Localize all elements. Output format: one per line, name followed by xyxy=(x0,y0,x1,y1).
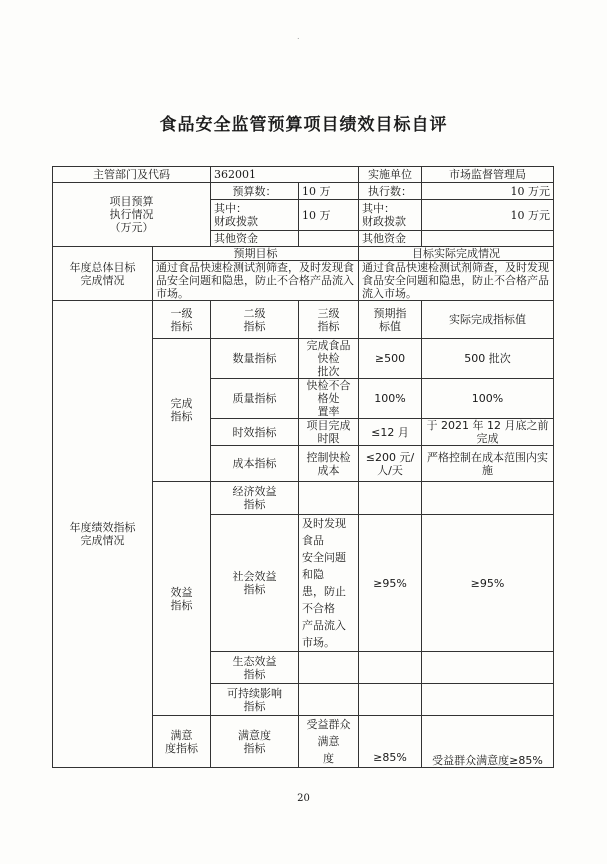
satisfaction-label-line2: 度指标 xyxy=(165,741,198,755)
exec-amount: 10 万元 xyxy=(422,183,554,200)
unit-name: 市场监督管理局 xyxy=(422,167,554,183)
sustainable-line1: 可持续影响 xyxy=(227,686,282,700)
performance-label-line1: 年度绩效指标 xyxy=(69,521,136,534)
completion-label xyxy=(153,339,211,482)
sustainable-l3 xyxy=(299,684,359,716)
budget-label xyxy=(53,183,211,247)
header-level3 xyxy=(299,301,359,339)
header-level2-line1: 二级 xyxy=(243,306,266,320)
ecological-l3 xyxy=(299,652,359,684)
header-level2-line2: 指标 xyxy=(243,319,266,333)
satisfaction-l3-line1: 受益群众满意 xyxy=(306,718,351,748)
quality-actual: 100% xyxy=(422,379,554,419)
ecological-expected xyxy=(359,652,422,684)
timeliness-l3: 项目完成时限 xyxy=(299,419,359,446)
cost-l3: 控制快检成本 xyxy=(299,446,359,482)
benefit-label-line2: 指标 xyxy=(170,598,193,612)
ecological-line1: 生态效益 xyxy=(232,654,277,668)
budget-amount-label: 预算数： xyxy=(211,183,299,200)
satisfaction-expected: ≥85% xyxy=(359,716,422,768)
economic-actual xyxy=(422,482,554,515)
timeliness-actual: 于 2021 年 12 月底之前完成 xyxy=(422,419,554,446)
quantity-indicator: 数量指标 xyxy=(211,339,299,379)
expected-goal-header: 预期目标 xyxy=(153,247,359,261)
cost-expected-line1: ≤200 元/ xyxy=(365,450,415,464)
social-expected: ≥95% xyxy=(359,515,422,652)
performance-label-line2: 完成情况 xyxy=(80,534,125,547)
header-expected-line1: 预期指 xyxy=(373,306,407,320)
sustainable-expected xyxy=(359,684,422,716)
other-funds-exec xyxy=(422,231,554,247)
quantity-expected: ≥500 xyxy=(359,339,422,379)
of-which-right: 其中： xyxy=(362,202,395,215)
actual-goal-header: 目标实际完成情况 xyxy=(359,247,554,261)
header-level1-line2: 指标 xyxy=(170,319,193,333)
quality-l3 xyxy=(299,379,359,419)
quantity-l3-line1: 完成食品快检 xyxy=(306,339,351,365)
exec-amount-label: 执行数： xyxy=(359,183,422,200)
benefit-label xyxy=(153,482,211,716)
header-expected xyxy=(359,301,422,339)
ecological-indicator xyxy=(211,652,299,684)
timeliness-expected: ≤12 月 xyxy=(359,419,422,446)
fiscal-label-right xyxy=(359,200,422,231)
unit-label: 实施单位 xyxy=(359,167,422,183)
budget-amount: 10 万 xyxy=(299,183,359,200)
fiscal-exec: 10 万元 xyxy=(422,200,554,231)
satisfaction-label-line1: 满意 xyxy=(170,728,193,742)
social-line1: 社会效益 xyxy=(232,570,277,583)
fiscal-alloc-left: 财政拨款 xyxy=(214,215,258,228)
sustainable-indicator xyxy=(211,684,299,716)
page-number: 20 xyxy=(297,793,310,804)
other-funds-label-left: 其他资金 xyxy=(211,231,299,247)
quality-l3-line1: 快检不合格处 xyxy=(306,379,351,405)
of-which-left: 其中： xyxy=(214,202,247,215)
header-level2 xyxy=(211,301,299,339)
performance-label xyxy=(53,301,153,768)
performance-table xyxy=(52,166,554,768)
ecological-line2: 指标 xyxy=(243,667,266,681)
annual-goal-line1: 年度总体目标 xyxy=(69,260,136,274)
dept-code: 362001 xyxy=(211,167,359,183)
other-funds-label-right: 其他资金 xyxy=(359,231,422,247)
scan-speck: . xyxy=(297,32,300,41)
dept-label: 主管部门及代码 xyxy=(53,167,211,183)
cost-expected-line2: 人/天 xyxy=(377,463,403,477)
social-line2: 指标 xyxy=(243,583,266,596)
social-l3 xyxy=(299,515,359,652)
completion-label-line1: 完成 xyxy=(170,397,193,410)
quality-l3-line2: 置率 xyxy=(317,405,340,418)
social-l3-line2: 安全问题和隐 xyxy=(302,551,346,581)
expected-goal-text: 通过食品快速检测试剂筛查，及时发现食品安全问题和隐患，防止不合格产品流入市场。 xyxy=(153,261,359,301)
social-l3-line4: 产品流入市场。 xyxy=(302,619,346,649)
cost-expected xyxy=(359,446,422,482)
budget-label-line2: 执行情况 xyxy=(109,208,154,221)
fiscal-alloc-right: 财政拨款 xyxy=(362,215,406,228)
economic-line1: 经济效益 xyxy=(232,485,277,498)
benefit-label-line1: 效益 xyxy=(170,585,193,599)
economic-l3 xyxy=(299,482,359,515)
sustainable-actual xyxy=(422,684,554,716)
actual-goal-text: 通过食品快速检测试剂筛查，及时发现食品安全问题和隐患，防止不合格产品流入市场。 xyxy=(359,261,554,301)
budget-label-line1: 项目预算 xyxy=(109,195,154,208)
social-l3-line1: 及时发现食品 xyxy=(302,517,346,547)
satisfaction-indicator xyxy=(211,716,299,768)
annual-goal-line2: 完成情况 xyxy=(80,273,125,287)
social-actual: ≥95% xyxy=(422,515,554,652)
satisfaction-ind-line1: 满意度 xyxy=(238,728,271,742)
header-level3-line2: 指标 xyxy=(317,319,340,333)
satisfaction-l3-line2: 度 xyxy=(323,752,334,765)
completion-label-line2: 指标 xyxy=(170,410,193,423)
satisfaction-actual: 受益群众满意度≥85% xyxy=(422,716,554,768)
header-level3-line1: 三级 xyxy=(317,306,340,320)
header-level1-line1: 一级 xyxy=(170,306,193,320)
fiscal-budget: 10 万 xyxy=(299,200,359,231)
satisfaction-label xyxy=(153,716,211,768)
economic-expected xyxy=(359,482,422,515)
fiscal-label-left xyxy=(211,200,299,231)
header-expected-line2: 标值 xyxy=(379,319,401,333)
economic-line2: 指标 xyxy=(243,498,266,511)
economic-indicator xyxy=(211,482,299,515)
cost-actual: 严格控制在成本范围内实施 xyxy=(422,446,554,482)
budget-label-line3: （万元） xyxy=(109,221,154,234)
quality-indicator: 质量指标 xyxy=(211,379,299,419)
page-title: 食品安全监管预算项目绩效目标自评 xyxy=(159,115,448,135)
header-level1 xyxy=(153,301,211,339)
ecological-actual xyxy=(422,652,554,684)
cost-indicator: 成本指标 xyxy=(211,446,299,482)
annual-goal-label xyxy=(53,247,153,301)
quantity-l3 xyxy=(299,339,359,379)
social-indicator xyxy=(211,515,299,652)
quantity-l3-line2: 批次 xyxy=(317,365,340,378)
social-l3-line3: 患，防止不合格 xyxy=(302,585,346,615)
timeliness-indicator: 时效指标 xyxy=(211,419,299,446)
quality-expected: 100% xyxy=(359,379,422,419)
other-funds-budget xyxy=(299,231,359,247)
satisfaction-ind-line2: 指标 xyxy=(243,741,266,755)
quantity-actual: 500 批次 xyxy=(422,339,554,379)
satisfaction-l3 xyxy=(299,716,359,768)
sustainable-line2: 指标 xyxy=(243,699,266,713)
header-actual: 实际完成指标值 xyxy=(422,301,554,339)
